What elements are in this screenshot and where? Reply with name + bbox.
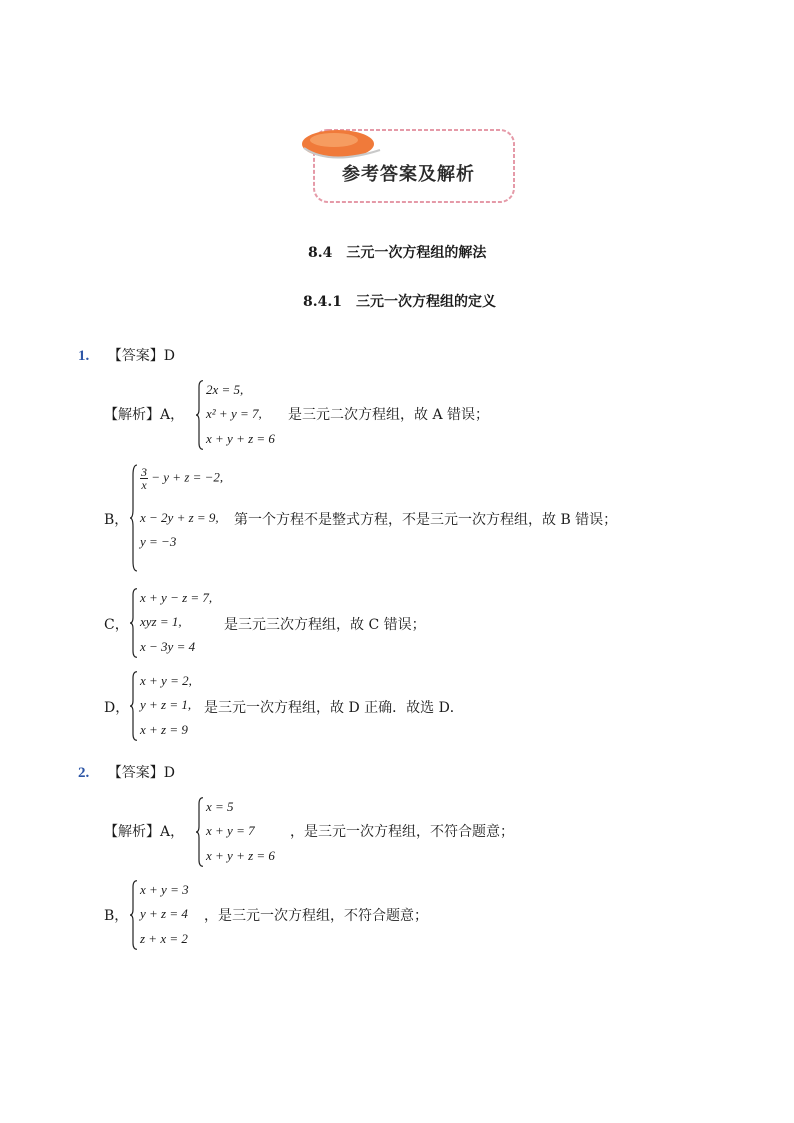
equation: 2x = 5, [206, 382, 244, 397]
analysis-label: 【解析】A， [104, 824, 185, 840]
equation-system [130, 588, 220, 658]
fraction: $\frac{3}{x}$ [141, 465, 147, 492]
analysis-comment: 是三元一次方程组，故 D 正确．故选 D． [204, 700, 464, 716]
option-label: B， [104, 908, 129, 924]
brace [130, 880, 138, 950]
analysis-comment: 是三元二次方程组，故 A 错误； [288, 407, 490, 423]
equation: y + z = 1, [140, 697, 192, 712]
equation-system [130, 671, 202, 741]
analysis-comment: 是三元三次方程组，故 C 错误； [224, 617, 426, 633]
question-2-header [78, 762, 175, 782]
equation: x − 3y = 4 [140, 639, 196, 654]
banner-title: 参考答案及解析 [342, 164, 475, 185]
equation: x + z = 9 [140, 722, 188, 737]
question-1-header [78, 345, 175, 365]
option-label: D， [104, 700, 130, 716]
equation-system [130, 880, 202, 950]
analysis-label: 【解析】A， [104, 407, 185, 423]
answer-label: 【答案】D [107, 765, 175, 781]
question-number: 2. [78, 765, 90, 781]
equation: x + y + z = 6 [206, 848, 275, 863]
answer-label: 【答案】D [107, 348, 175, 364]
title-banner [300, 126, 520, 206]
question-number: 1. [78, 348, 90, 364]
brace [196, 797, 204, 867]
equation: x + y + z = 6 [206, 431, 275, 446]
equation: y + z = 4 [140, 906, 188, 921]
equation: x + y = 2, [140, 673, 192, 688]
brace [196, 380, 204, 450]
equation: x² + y = 7, [206, 406, 262, 421]
analysis-comment: 第一个方程不是整式方程，不是三元一次方程组，故 B 错误； [234, 512, 618, 528]
equation: x + y = 7 [206, 823, 255, 838]
section-subtitle: 8.4.1 三元一次方程组的定义 [303, 294, 496, 310]
equation: xyz = 1, [140, 614, 182, 629]
brace [130, 588, 138, 658]
equation: x = 5 [206, 799, 234, 814]
equation-system [196, 797, 286, 867]
equation: x + y = 3 [140, 882, 189, 897]
brace [130, 464, 138, 572]
equation-system [130, 464, 240, 572]
equation: x + y − z = 7, [140, 590, 213, 605]
analysis-comment: ，是三元一次方程组，不符合题意； [204, 908, 428, 924]
option-label: C， [104, 617, 129, 633]
equation: x − 2y + z = 9, [140, 510, 219, 525]
brace [130, 671, 138, 741]
equation: z + x = 2 [140, 931, 188, 946]
option-label: B， [104, 512, 129, 528]
analysis-comment: ，是三元一次方程组，不符合题意； [290, 824, 514, 840]
equation-with-fraction: $\frac{3}{x}$ − y + z = −2, [141, 465, 224, 492]
equation: y = −3 [140, 534, 177, 549]
equation-system [196, 380, 286, 450]
section-title: 8.4 三元一次方程组的解法 [308, 245, 487, 261]
